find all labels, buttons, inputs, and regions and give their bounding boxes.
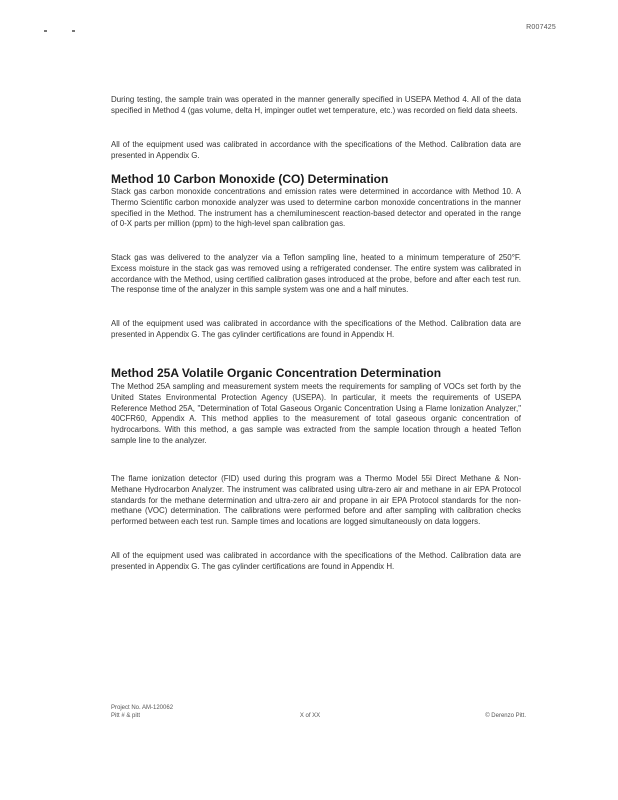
section-co-intro [111,187,521,230]
paragraph-moisture-calibration: All of the equipment used was calibrated in accordance with the specifications of the Method. Calibration data are presented in Appendix G. [111,140,521,160]
section-moisture-calibration [111,140,521,162]
heading-method-25a: Method 25A Volatile Organic Concentration Determination [111,366,442,380]
paragraph-co-intro: Stack gas carbon monoxide concentrations and emission rates were determined in accordance with Method 10. A Thermo Scientific carbon monoxide analyzer was used to determine carbon monoxide concentrations in the manner specified in the Method. The instrument has a chemiluminescent reaction-based detector and operated in the range of 0-X parts per million (ppm) to the high-level span calibration gas. [111,187,521,229]
document-number: R007425 [526,24,556,31]
section-voc-intro [111,382,521,447]
heading-method-10: Method 10 Carbon Monoxide (CO) Determination [111,172,389,186]
footer-page-number: X of XX [299,713,321,719]
paragraph-voc-fid: The flame ionization detector (FID) used during this program was a Thermo Model 55i Direct Methane & Non-Methane Hydrocarbon Analyzer. The instrument was calibrated using ultra-zero air and methane in air EPA Protocol standards for the methane determination and ultra-zero air and propane in air EPA Protocol standards for the non-methane (VOC) determination. The calibrations were performed before and after sampling with calibration checks performed between each test run. Sample times and locations are logged simultaneously on data loggers. [111,474,521,527]
footer-project-info [111,705,173,720]
scan-mark-left [44,30,47,32]
section-co-heading [111,172,521,186]
section-voc-calibration [111,551,521,573]
footer-report-line: Pitt # & pitt [111,712,141,719]
section-moisture [111,95,521,117]
footer-project-number: Project No. AM-120062 [111,705,174,711]
section-voc-fid [111,474,521,528]
section-co-delivery [111,253,521,296]
paragraph-voc-intro: The Method 25A sampling and measurement system meets the requirements for sampling of VOCs set forth by the United States Environmental Protection Agency (USEPA). In particular, it meets the requirements of USEPA Reference Method 25A, "Determination of Total Gaseous Organic Concentration Using a Flame Ionization Analyzer," 40CFR60, Appendix A. This method applies to the measurement of total gaseous organic concentration of hydrocarbons. With this method, a gas sample was extracted from the sample location through a heated Teflon sample line to the analyzer. [111,382,521,445]
footer-company: © Derenzo Pitt. [485,713,526,719]
section-voc-heading [111,366,521,380]
section-co-calibration [111,319,521,341]
paragraph-moisture-sampling: During testing, the sample train was operated in the manner generally specified in USEPA Method 4. All of the data specified in Method 4 (gas volume, delta H, impinger outlet wet temperature, etc.) was recorded on field data sheets. [111,95,521,115]
paragraph-co-calibration: All of the equipment used was calibrated in accordance with the specifications of the Method. Calibration data are presented in Appendix G. The gas cylinder certifications are found in Appendix H. [111,319,521,339]
scan-mark-right [72,30,75,32]
paragraph-voc-calibration: All of the equipment used was calibrated in accordance with the specifications of the Method. Calibration data are presented in Appendix G. The gas cylinder certifications are found in Appendix H. [111,551,521,571]
paragraph-co-delivery: Stack gas was delivered to the analyzer via a Teflon sampling line, heated to a minimum temperature of 250°F. Excess moisture in the stack gas was removed using a refrigerated condenser. The entire system was calibrated in accordance with the Method, using certified calibration gases introduced at the probe, before and after each test run. The response time of the analyzer in this sample system was one and a half minutes. [111,253,521,295]
